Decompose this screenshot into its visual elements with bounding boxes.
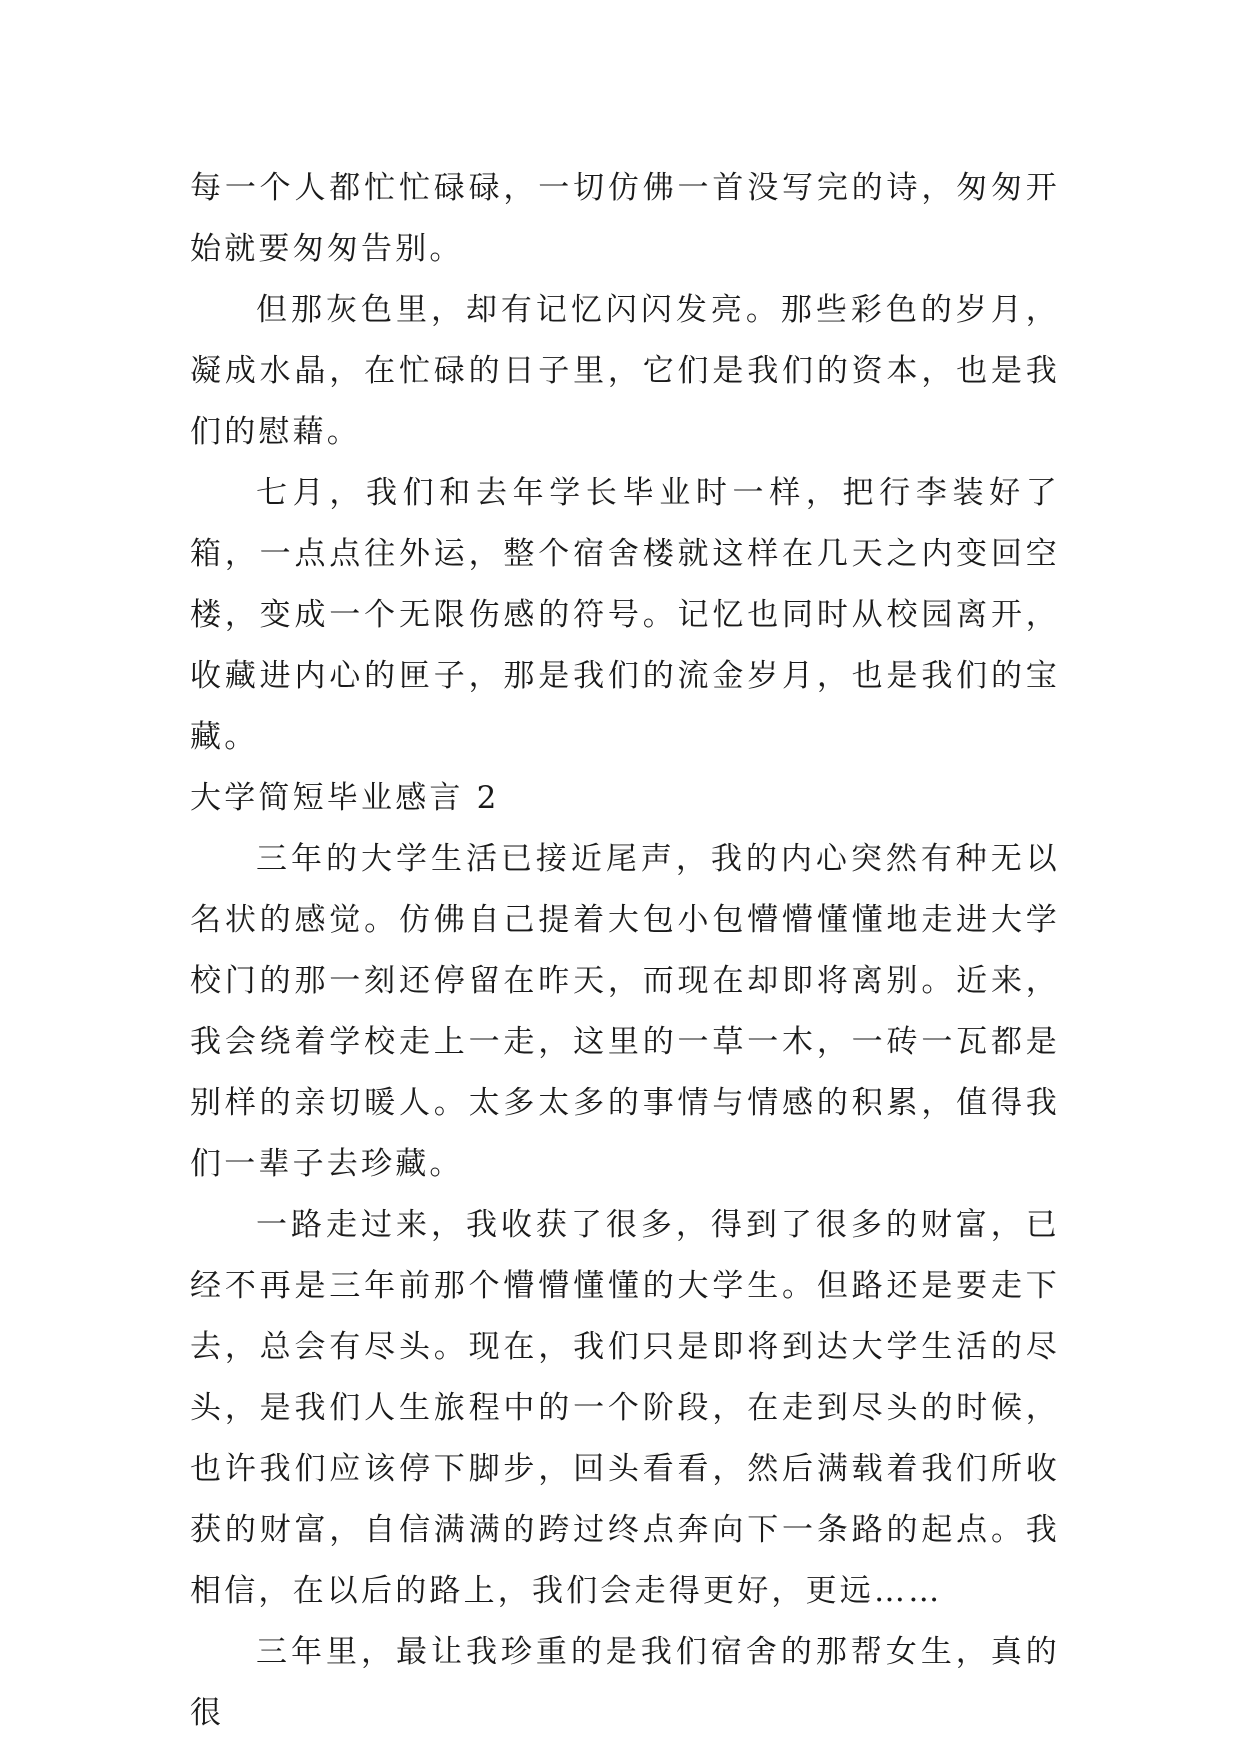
paragraph: 三年里，最让我珍重的是我们宿舍的那帮女生，真的很 xyxy=(190,1634,1060,1731)
section-heading: 大学简短毕业感言 2 xyxy=(190,780,500,816)
paragraph: 七月，我们和去年学长毕业时一样，把行李装好了箱，一点点往外运，整个宿舍楼就这样在几天之内变回空楼，变成一个无限伤感的符号。记忆也同时从校园离开，收藏进内心的匣子，那是我们的流金岁月，也是我们的宝藏。 xyxy=(190,475,1060,755)
paragraph: 一路走过来，我收获了很多，得到了很多的财富，已经不再是三年前那个懵懵懂懂的大学生。但路还是要走下去，总会有尽头。现在，我们只是即将到达大学生活的尽头，是我们人生旅程中的一个阶段，在走到尽头的时候，也许我们应该停下脚步，回头看看，然后满载着我们所收获的财富，自信满满的跨过终点奔向下一条路的起点。我相信，在以后的路上，我们会走得更好，更远…… xyxy=(190,1207,1060,1609)
paragraph: 但那灰色里，却有记忆闪闪发亮。那些彩色的岁月，凝成水晶，在忙碌的日子里，它们是我们的资本，也是我们的慰藉。 xyxy=(190,292,1060,450)
paragraph: 三年的大学生活已接近尾声，我的内心突然有种无以名状的感觉。仿佛自己提着大包小包懵懵懂懂地走进大学校门的那一刻还停留在昨天，而现在却即将离别。近来，我会绕着学校走上一走，这里的一草一木，一砖一瓦都是别样的亲切暖人。太多太多的事情与情感的积累，值得我们一辈子去珍藏。 xyxy=(190,841,1060,1182)
document-body xyxy=(190,158,1060,1744)
paragraph: 每一个人都忙忙碌碌，一切仿佛一首没写完的诗，匆匆开始就要匆匆告别。 xyxy=(190,170,1060,267)
